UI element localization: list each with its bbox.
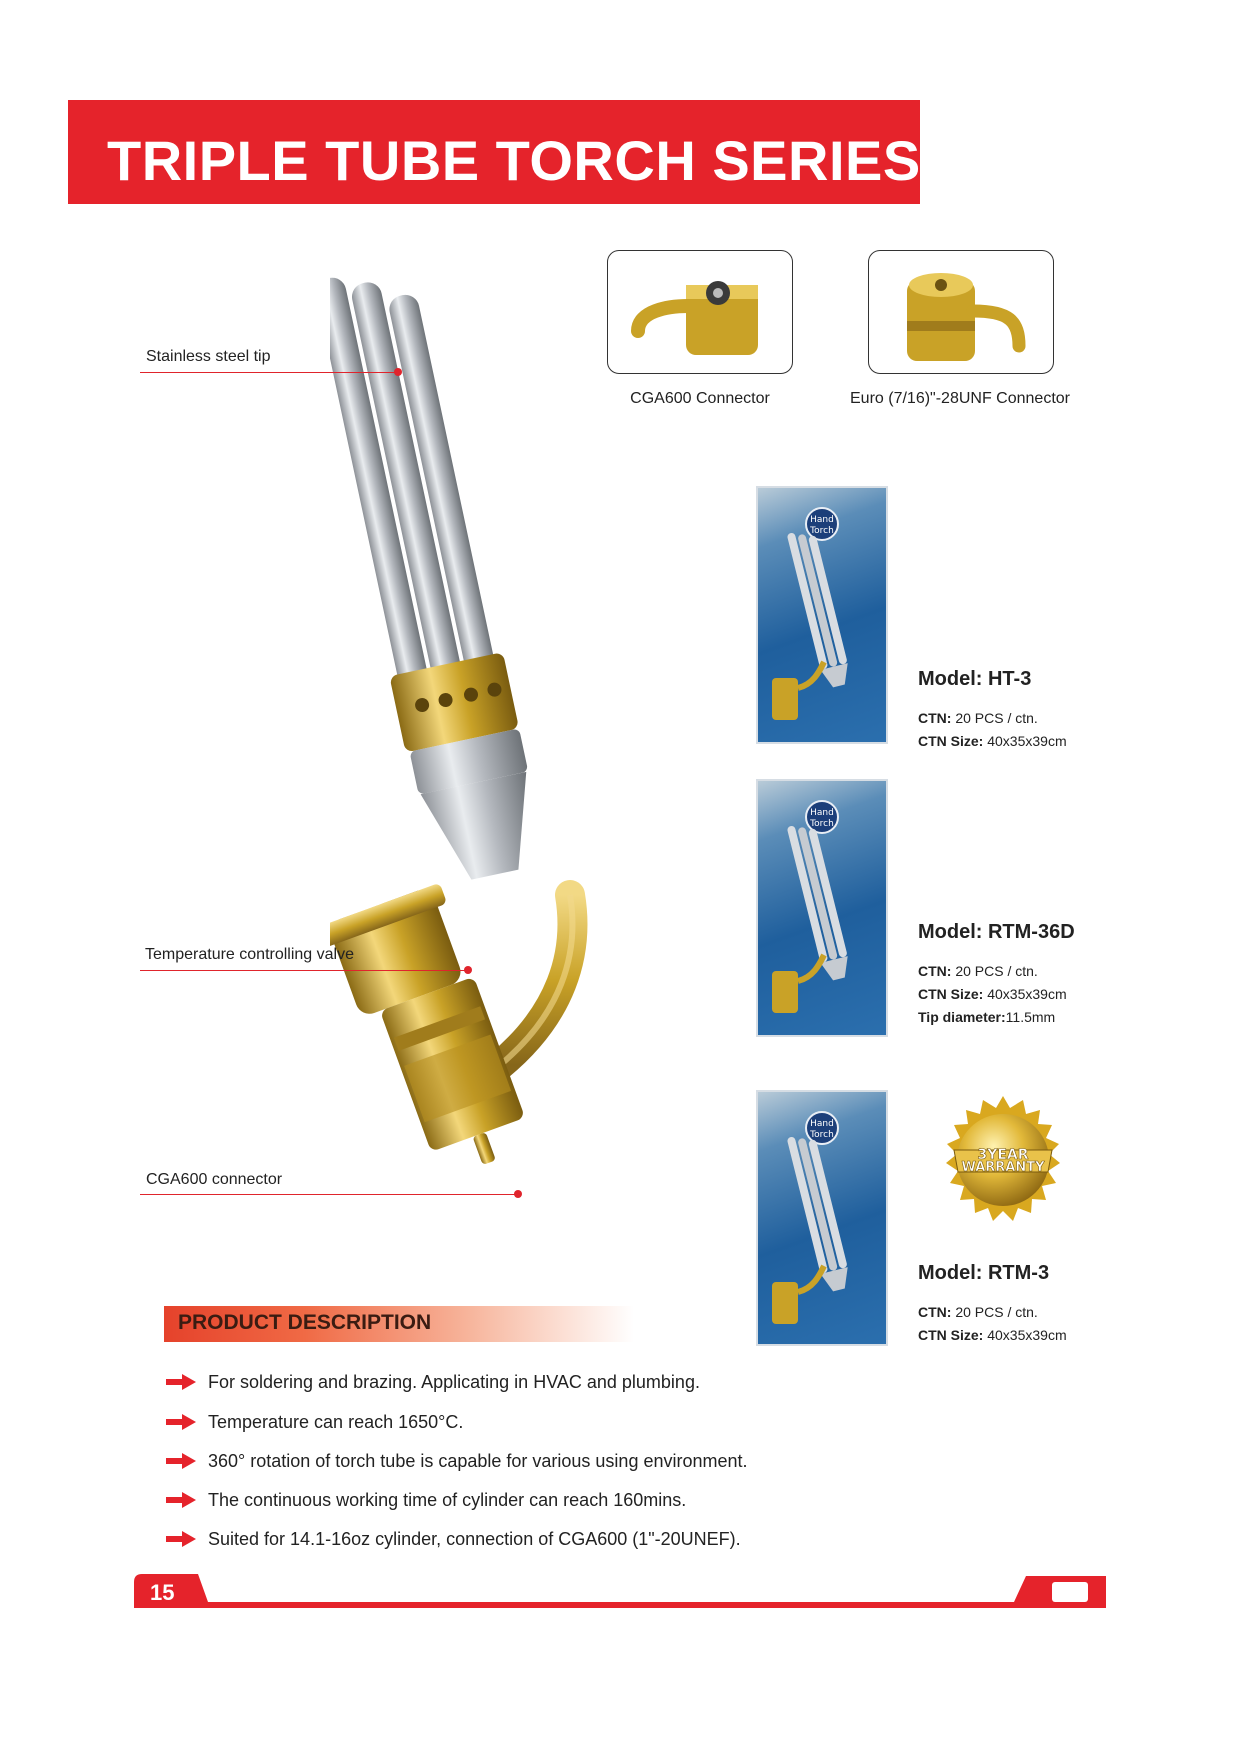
callout-temperature-valve: Temperature controlling valve bbox=[145, 946, 354, 963]
pack-label-hand: Hand bbox=[810, 515, 834, 525]
bullet-text: The continuous working time of cylinder can reach 160mins. bbox=[208, 1489, 687, 1510]
euro-connector-caption: Euro (7/16)"-28UNF Connector bbox=[850, 390, 1070, 407]
callout-dot bbox=[464, 966, 472, 974]
arrow-bullet-icon bbox=[166, 1414, 196, 1430]
pack-label-torch: Torch bbox=[810, 1130, 834, 1140]
spec-ctn: CTN: 20 PCS / ctn. bbox=[918, 963, 1038, 979]
arrow-bullet-icon bbox=[166, 1374, 196, 1390]
bullet-text: For soldering and brazing. Applicating in HVAC and plumbing. bbox=[208, 1371, 700, 1392]
callout-line bbox=[140, 1194, 518, 1195]
callout-dot bbox=[394, 368, 402, 376]
pack-label-hand: Hand bbox=[810, 808, 834, 818]
model-title-ht3: Model: HT-3 bbox=[918, 668, 1032, 690]
spec-ctn: CTN: 20 PCS / ctn. bbox=[918, 710, 1038, 726]
pack-label-hand: Hand bbox=[810, 1119, 834, 1129]
callout-line bbox=[140, 372, 398, 373]
pack-label-torch: Torch bbox=[810, 526, 834, 536]
page-title: TRIPLE TUBE TORCH SERIES bbox=[107, 129, 921, 192]
product-pack-ht3 bbox=[756, 486, 888, 744]
arrow-bullet-icon bbox=[166, 1492, 196, 1508]
callout-line bbox=[140, 970, 468, 971]
cga600-connector-photo bbox=[607, 250, 793, 374]
arrow-bullet-icon bbox=[166, 1531, 196, 1547]
spec-ctn-size: CTN Size: 40x35x39cm bbox=[918, 1327, 1067, 1343]
spec-ctn-size: CTN Size: 40x35x39cm bbox=[918, 986, 1067, 1002]
spec-ctn-size: CTN Size: 40x35x39cm bbox=[918, 733, 1067, 749]
callout-cga600-connector: CGA600 connector bbox=[146, 1171, 283, 1188]
list-item bbox=[166, 1524, 741, 1554]
warranty-line2: WARRANTY bbox=[961, 1160, 1045, 1175]
spec-tip-diameter: Tip diameter:11.5mm bbox=[918, 1009, 1056, 1025]
cga600-connector-icon bbox=[608, 251, 793, 374]
warranty-line1: 3YEAR bbox=[977, 1147, 1029, 1163]
footer-bar bbox=[134, 1572, 1108, 1612]
list-item bbox=[166, 1367, 700, 1397]
bullet-text: Temperature can reach 1650°C. bbox=[208, 1411, 464, 1432]
pack-artwork bbox=[758, 488, 886, 742]
model-title-rtm3: Model: RTM-3 bbox=[918, 1262, 1050, 1284]
list-item bbox=[166, 1446, 748, 1476]
product-pack-rtm36d bbox=[756, 779, 888, 1037]
pack-artwork bbox=[758, 1092, 886, 1344]
callout-dot bbox=[514, 1190, 522, 1198]
warranty-seal-icon bbox=[936, 1094, 1070, 1228]
euro-connector-photo bbox=[868, 250, 1054, 374]
callout-stainless-steel-tip: Stainless steel tip bbox=[146, 348, 271, 365]
page-number: 15 bbox=[150, 1580, 175, 1605]
bullet-text: Suited for 14.1-16oz cylinder, connection of CGA600 (1"-20UNEF). bbox=[208, 1528, 741, 1549]
spec-ctn: CTN: 20 PCS / ctn. bbox=[918, 1304, 1038, 1320]
cga600-connector-caption: CGA600 Connector bbox=[630, 390, 770, 407]
product-pack-rtm3 bbox=[756, 1090, 888, 1346]
pack-artwork bbox=[758, 781, 886, 1035]
pack-label-torch: Torch bbox=[810, 819, 834, 829]
description-title: PRODUCT DESCRIPTION bbox=[178, 1311, 432, 1334]
arrow-bullet-icon bbox=[166, 1453, 196, 1469]
list-item bbox=[166, 1407, 463, 1437]
list-item bbox=[166, 1485, 686, 1515]
model-title-rtm36d: Model: RTM-36D bbox=[918, 921, 1075, 943]
bullet-text: 360° rotation of torch tube is capable for various using environment. bbox=[208, 1450, 748, 1471]
euro-connector-icon bbox=[869, 251, 1054, 374]
